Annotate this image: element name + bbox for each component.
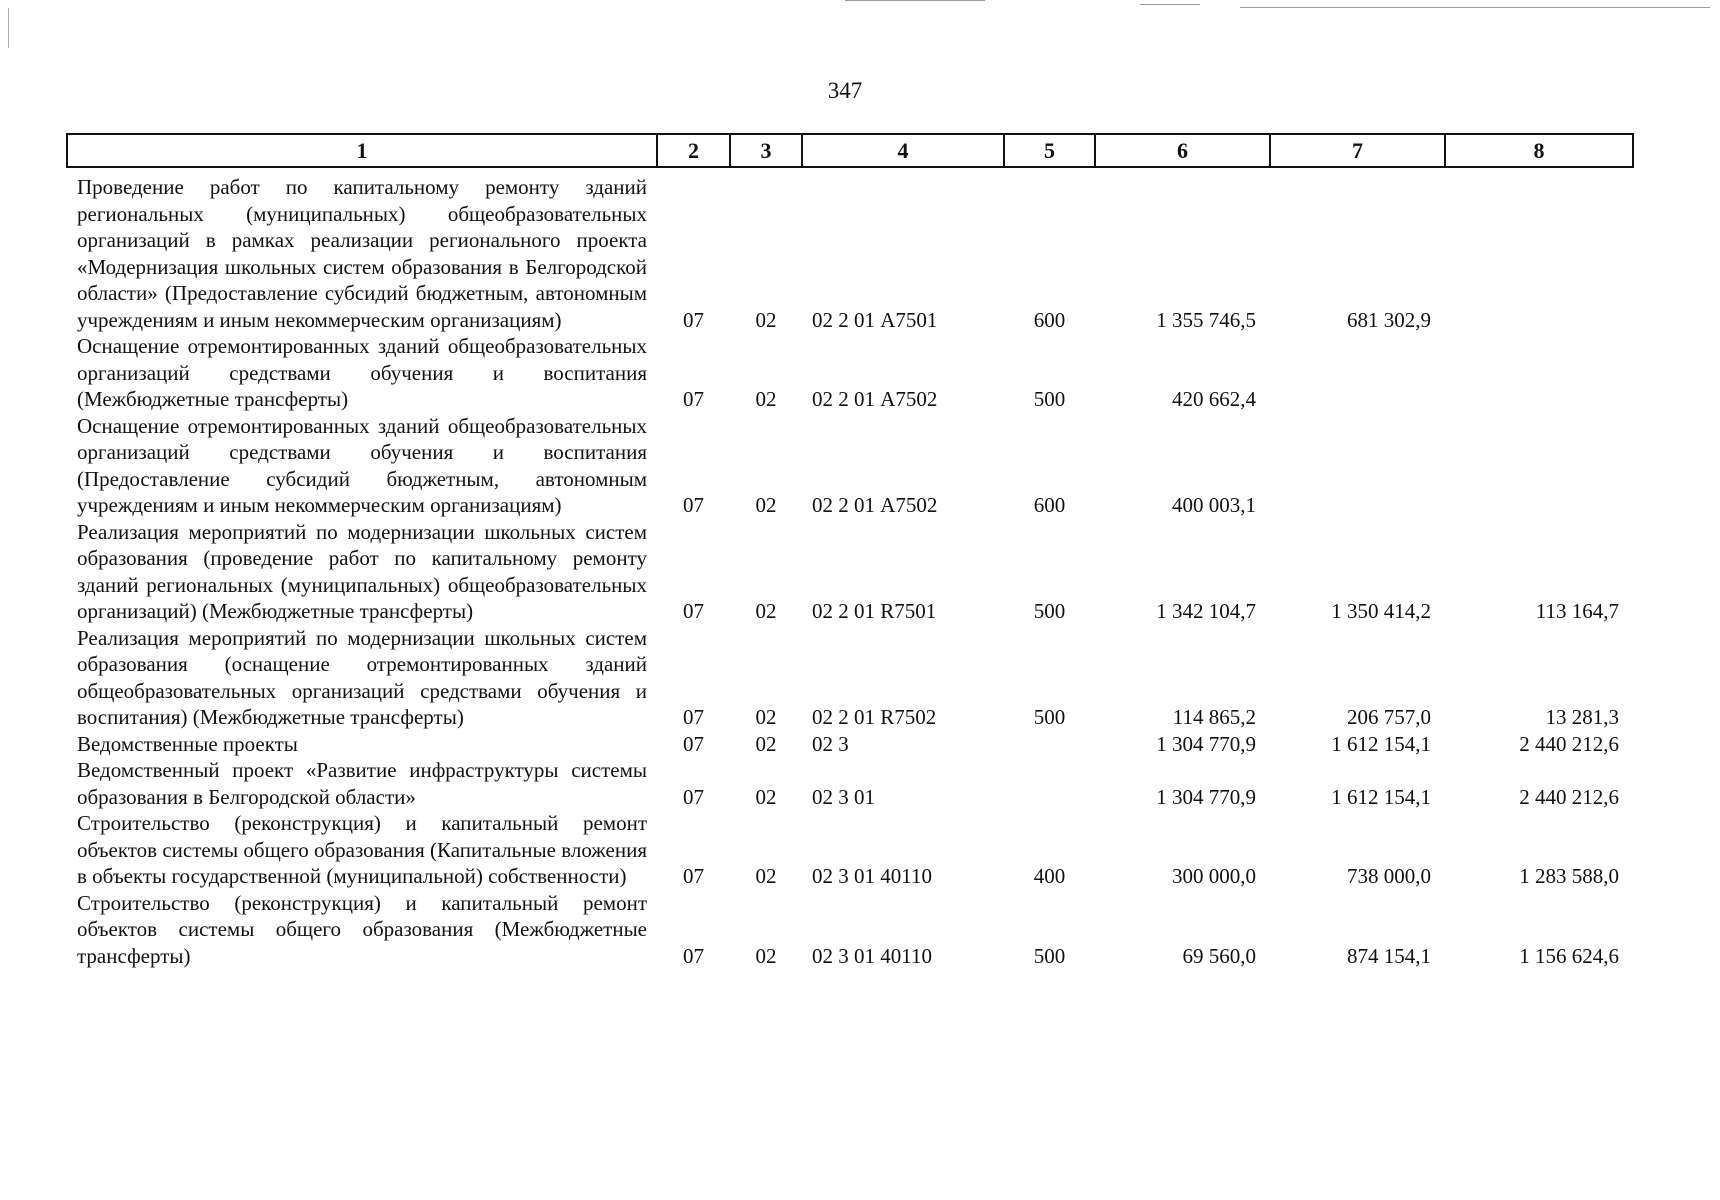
column-header: 3 (730, 134, 802, 167)
target-article-code: 02 2 01 А7502 (812, 493, 938, 517)
expense-type-code: 600 (1033, 307, 1066, 332)
expense-type-code: 500 (1033, 387, 1066, 411)
target-article-code: 02 2 01 А7501 (812, 307, 938, 332)
target-article-code: 02 2 01 R7501 (812, 599, 937, 623)
expense-type-code: 600 (1033, 493, 1066, 517)
section-code: 07 (683, 864, 704, 888)
row-description: Реализация мероприятий по модернизации школьных систем образования (оснащение отремонтированных зданий общеобразовательных организаций средствами обучения и воспитания) (Межбюджетные трансферты) (77, 625, 647, 729)
target-article-code: 02 2 01 А7502 (812, 387, 938, 411)
amount-col-6: 69 560,0 (1182, 943, 1256, 968)
amount-col-8 (1445, 413, 1633, 519)
amount-col-8: 2 440 212,6 (1519, 731, 1619, 756)
subsection-code: 02 (755, 943, 777, 968)
amount-col-6: 420 662,4 (1172, 387, 1256, 411)
column-header: 6 (1095, 134, 1270, 167)
section-code: 07 (683, 943, 704, 968)
expense-type-code: 500 (1033, 705, 1066, 729)
scan-edge-line (845, 0, 985, 1)
amount-col-6: 1 355 746,5 (1156, 307, 1256, 332)
table-row (67, 625, 1633, 731)
target-article-code: 02 2 01 R7502 (812, 705, 937, 729)
amount-col-7: 738 000,0 (1347, 864, 1431, 888)
expense-type-code (1004, 757, 1095, 810)
amount-col-6: 1 304 770,9 (1156, 784, 1256, 809)
column-header: 7 (1270, 134, 1445, 167)
section-code: 07 (683, 599, 704, 623)
target-article-code: 02 3 01 40110 (812, 864, 932, 888)
row-description: Ведомственные проекты (77, 731, 298, 756)
section-code: 07 (683, 307, 704, 332)
target-article-code: 02 3 (812, 731, 849, 756)
target-article-code: 02 3 01 (812, 784, 875, 809)
amount-col-7 (1270, 413, 1445, 519)
amount-col-8 (1445, 167, 1633, 333)
column-header: 5 (1004, 134, 1095, 167)
section-code: 07 (683, 731, 704, 756)
amount-col-8 (1445, 333, 1633, 413)
row-description: Проведение работ по капитальному ремонту зданий региональных (муниципальных) общеобразовательных организаций в рамках реализации регионального проекта «Модернизация школьных систем образования в Белгородской области» (Предоставление субсидий бюджетным, автономным учреждениям и иным некоммерческим организациям) (77, 175, 647, 332)
section-code: 07 (683, 387, 704, 411)
amount-col-7: 1 612 154,1 (1331, 731, 1431, 756)
subsection-code: 02 (755, 864, 777, 888)
amount-col-7: 1 612 154,1 (1331, 784, 1431, 809)
expense-type-code: 500 (1033, 599, 1066, 623)
row-description: Оснащение отремонтированных зданий общеобразовательных организаций средствами обучения и воспитания (Предоставление субсидий бюджетным, автономным учреждениям и иным некоммерческим организациям) (77, 413, 647, 517)
expense-type-code (1004, 731, 1095, 758)
subsection-code: 02 (755, 705, 777, 729)
amount-col-6: 114 865,2 (1172, 705, 1256, 729)
subsection-code: 02 (755, 599, 777, 623)
amount-col-8: 2 440 212,6 (1519, 784, 1619, 809)
amount-col-8: 13 281,3 (1545, 705, 1619, 729)
column-header: 4 (802, 134, 1004, 167)
expense-type-code: 400 (1033, 864, 1066, 888)
amount-col-7: 1 350 414,2 (1331, 599, 1431, 623)
page-number: 347 (827, 78, 863, 103)
amount-col-8: 1 283 588,0 (1519, 864, 1619, 888)
scan-edge-line (1240, 7, 1710, 8)
section-code: 07 (683, 784, 704, 809)
amount-col-7: 206 757,0 (1347, 705, 1431, 729)
table-row (67, 333, 1633, 413)
section-code: 07 (683, 705, 704, 729)
subsection-code: 02 (755, 387, 777, 411)
amount-col-6: 1 342 104,7 (1156, 599, 1256, 623)
row-description: Оснащение отремонтированных зданий общеобразовательных организаций средствами обучения и воспитания (Межбюджетные трансферты) (77, 334, 647, 411)
budget-table (66, 133, 1634, 969)
subsection-code: 02 (755, 493, 777, 517)
amount-col-6: 1 304 770,9 (1156, 731, 1256, 756)
row-description: Ведомственный проект «Развитие инфраструктуры системы образования в Белгородской области» (77, 758, 647, 809)
subsection-code: 02 (755, 731, 777, 756)
column-header: 2 (657, 134, 730, 167)
table-row (67, 519, 1633, 625)
expense-type-code: 500 (1033, 943, 1066, 968)
table-row (67, 757, 1633, 810)
table-row (67, 810, 1633, 890)
row-description: Строительство (реконструкция) и капитальный ремонт объектов системы общего образования (Межбюджетные трансферты) (77, 890, 647, 968)
scan-edge-mark (8, 8, 9, 48)
table-header-row (67, 134, 1633, 167)
table-row (67, 413, 1633, 519)
column-header: 8 (1445, 134, 1633, 167)
row-description: Реализация мероприятий по модернизации школьных систем образования (проведение работ по капитальному ремонту зданий региональных (муниципальных) общеобразовательных организаций) (Межбюджетные трансферты) (77, 519, 647, 623)
scan-edge-line (1140, 4, 1200, 5)
amount-col-8: 1 156 624,6 (1519, 943, 1619, 968)
amount-col-7: 681 302,9 (1347, 307, 1431, 332)
row-description: Строительство (реконструкция) и капитальный ремонт объектов системы общего образования (Капитальные вложения в объекты государственной (муниципальной) собственности) (77, 811, 647, 888)
amount-col-8: 113 164,7 (1535, 599, 1619, 623)
amount-col-7: 874 154,1 (1347, 943, 1431, 968)
subsection-code: 02 (755, 307, 777, 332)
subsection-code: 02 (755, 784, 777, 809)
column-header: 1 (67, 134, 657, 167)
table-row (67, 167, 1633, 333)
amount-col-6: 400 003,1 (1172, 493, 1256, 517)
amount-col-6: 300 000,0 (1172, 864, 1256, 888)
table-row (67, 731, 1633, 758)
table-row (67, 890, 1633, 970)
section-code: 07 (683, 493, 704, 517)
amount-col-7 (1270, 333, 1445, 413)
target-article-code: 02 3 01 40110 (812, 943, 932, 968)
